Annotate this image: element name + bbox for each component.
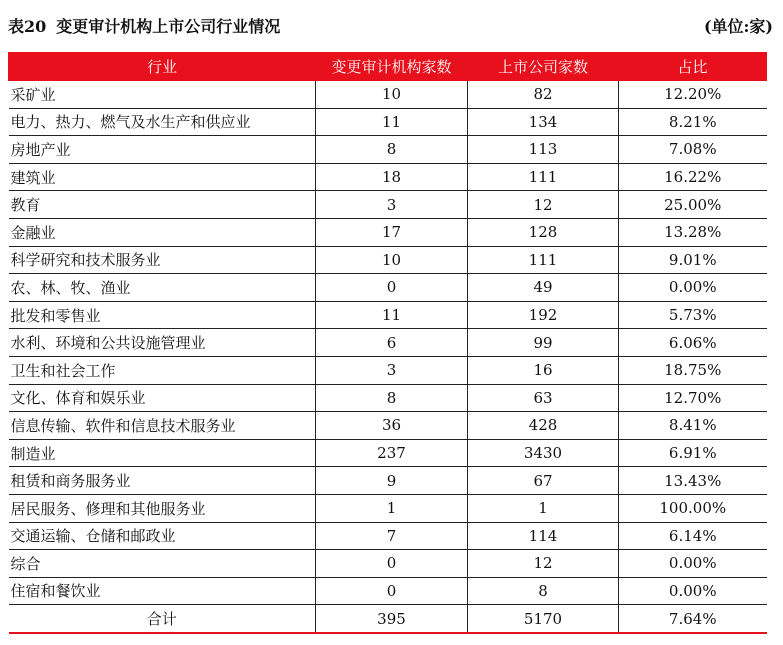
cell-industry: 科学研究和技术服务业 bbox=[9, 246, 316, 274]
cell-changed-auditor-count: 8 bbox=[316, 136, 468, 164]
cell-changed-auditor-count: 1 bbox=[316, 494, 468, 522]
table-row bbox=[9, 108, 767, 136]
cell-ratio: 13.28% bbox=[619, 218, 767, 246]
cell-ratio: 0.00% bbox=[619, 274, 767, 302]
cell-ratio: 25.00% bbox=[619, 191, 767, 219]
cell-ratio: 0.00% bbox=[619, 550, 767, 578]
total-ratio: 7.64% bbox=[619, 605, 767, 633]
cell-listed-company-count: 113 bbox=[468, 136, 619, 164]
cell-changed-auditor-count: 11 bbox=[316, 301, 468, 329]
cell-changed-auditor-count: 10 bbox=[316, 246, 468, 274]
total-label: 合计 bbox=[9, 605, 316, 633]
table-row bbox=[9, 329, 767, 357]
cell-ratio: 5.73% bbox=[619, 301, 767, 329]
cell-changed-auditor-count: 6 bbox=[316, 329, 468, 357]
table-number: 表20 bbox=[8, 16, 47, 36]
cell-listed-company-count: 82 bbox=[468, 81, 619, 109]
header-industry: 行业 bbox=[9, 53, 316, 81]
total-row bbox=[9, 605, 767, 633]
cell-listed-company-count: 128 bbox=[468, 218, 619, 246]
cell-listed-company-count: 12 bbox=[468, 191, 619, 219]
cell-ratio: 7.08% bbox=[619, 136, 767, 164]
cell-changed-auditor-count: 9 bbox=[316, 467, 468, 495]
header-listed-company-count: 上市公司家数 bbox=[468, 53, 619, 81]
table-row bbox=[9, 522, 767, 550]
table-row bbox=[9, 577, 767, 605]
cell-ratio: 6.91% bbox=[619, 439, 767, 467]
cell-industry: 租赁和商务服务业 bbox=[9, 467, 316, 495]
table-row bbox=[9, 246, 767, 274]
cell-listed-company-count: 111 bbox=[468, 246, 619, 274]
table-unit: (单位:家) bbox=[703, 16, 773, 36]
cell-industry: 信息传输、软件和信息技术服务业 bbox=[9, 412, 316, 440]
header-ratio: 占比 bbox=[619, 53, 767, 81]
cell-listed-company-count: 67 bbox=[468, 467, 619, 495]
cell-industry: 教育 bbox=[9, 191, 316, 219]
cell-ratio: 6.14% bbox=[619, 522, 767, 550]
table-row bbox=[9, 301, 767, 329]
cell-listed-company-count: 192 bbox=[468, 301, 619, 329]
cell-listed-company-count: 49 bbox=[468, 274, 619, 302]
cell-industry: 文化、体育和娱乐业 bbox=[9, 384, 316, 412]
cell-industry: 制造业 bbox=[9, 439, 316, 467]
cell-listed-company-count: 114 bbox=[468, 522, 619, 550]
cell-changed-auditor-count: 0 bbox=[316, 550, 468, 578]
total-changed-auditor-count: 395 bbox=[316, 605, 468, 633]
cell-changed-auditor-count: 0 bbox=[316, 577, 468, 605]
table-row bbox=[9, 494, 767, 522]
table-row bbox=[9, 136, 767, 164]
cell-listed-company-count: 134 bbox=[468, 108, 619, 136]
table-title: 变更审计机构上市公司行业情况 bbox=[56, 16, 281, 36]
cell-industry: 建筑业 bbox=[9, 163, 316, 191]
cell-listed-company-count: 1 bbox=[468, 494, 619, 522]
cell-changed-auditor-count: 237 bbox=[316, 439, 468, 467]
cell-listed-company-count: 16 bbox=[468, 356, 619, 384]
cell-industry: 居民服务、修理和其他服务业 bbox=[9, 494, 316, 522]
cell-changed-auditor-count: 10 bbox=[316, 81, 468, 109]
cell-ratio: 12.20% bbox=[619, 81, 767, 109]
cell-listed-company-count: 111 bbox=[468, 163, 619, 191]
cell-industry: 电力、热力、燃气及水生产和供应业 bbox=[9, 108, 316, 136]
cell-industry: 交通运输、仓储和邮政业 bbox=[9, 522, 316, 550]
cell-industry: 采矿业 bbox=[9, 81, 316, 109]
industry-table bbox=[8, 52, 767, 634]
cell-listed-company-count: 12 bbox=[468, 550, 619, 578]
table-body bbox=[9, 81, 767, 633]
caption-title-group bbox=[8, 14, 280, 37]
cell-listed-company-count: 63 bbox=[468, 384, 619, 412]
cell-changed-auditor-count: 11 bbox=[316, 108, 468, 136]
table-row bbox=[9, 274, 767, 302]
cell-industry: 水利、环境和公共设施管理业 bbox=[9, 329, 316, 357]
cell-listed-company-count: 99 bbox=[468, 329, 619, 357]
table-row bbox=[9, 163, 767, 191]
table-row bbox=[9, 384, 767, 412]
cell-industry: 金融业 bbox=[9, 218, 316, 246]
cell-changed-auditor-count: 3 bbox=[316, 191, 468, 219]
cell-industry: 卫生和社会工作 bbox=[9, 356, 316, 384]
cell-ratio: 8.21% bbox=[619, 108, 767, 136]
table-row bbox=[9, 467, 767, 495]
table-row bbox=[9, 218, 767, 246]
cell-ratio: 13.43% bbox=[619, 467, 767, 495]
cell-ratio: 18.75% bbox=[619, 356, 767, 384]
cell-ratio: 9.01% bbox=[619, 246, 767, 274]
header-changed-auditor-count: 变更审计机构家数 bbox=[316, 53, 468, 81]
cell-listed-company-count: 428 bbox=[468, 412, 619, 440]
table-row bbox=[9, 550, 767, 578]
table-row bbox=[9, 356, 767, 384]
cell-industry: 农、林、牧、渔业 bbox=[9, 274, 316, 302]
total-listed-company-count: 5170 bbox=[468, 605, 619, 633]
table-caption bbox=[8, 10, 773, 40]
cell-changed-auditor-count: 7 bbox=[316, 522, 468, 550]
cell-industry: 批发和零售业 bbox=[9, 301, 316, 329]
cell-changed-auditor-count: 36 bbox=[316, 412, 468, 440]
table-row bbox=[9, 81, 767, 109]
header-row bbox=[9, 53, 767, 81]
cell-ratio: 0.00% bbox=[619, 577, 767, 605]
cell-listed-company-count: 3430 bbox=[468, 439, 619, 467]
cell-ratio: 6.06% bbox=[619, 329, 767, 357]
cell-changed-auditor-count: 0 bbox=[316, 274, 468, 302]
cell-industry: 综合 bbox=[9, 550, 316, 578]
table-row bbox=[9, 191, 767, 219]
cell-changed-auditor-count: 17 bbox=[316, 218, 468, 246]
table-row bbox=[9, 439, 767, 467]
cell-changed-auditor-count: 3 bbox=[316, 356, 468, 384]
cell-listed-company-count: 8 bbox=[468, 577, 619, 605]
cell-changed-auditor-count: 18 bbox=[316, 163, 468, 191]
cell-industry: 住宿和餐饮业 bbox=[9, 577, 316, 605]
table-header bbox=[9, 53, 767, 81]
cell-ratio: 12.70% bbox=[619, 384, 767, 412]
cell-ratio: 16.22% bbox=[619, 163, 767, 191]
cell-changed-auditor-count: 8 bbox=[316, 384, 468, 412]
table-row bbox=[9, 412, 767, 440]
cell-ratio: 8.41% bbox=[619, 412, 767, 440]
cell-ratio: 100.00% bbox=[619, 494, 767, 522]
cell-industry: 房地产业 bbox=[9, 136, 316, 164]
